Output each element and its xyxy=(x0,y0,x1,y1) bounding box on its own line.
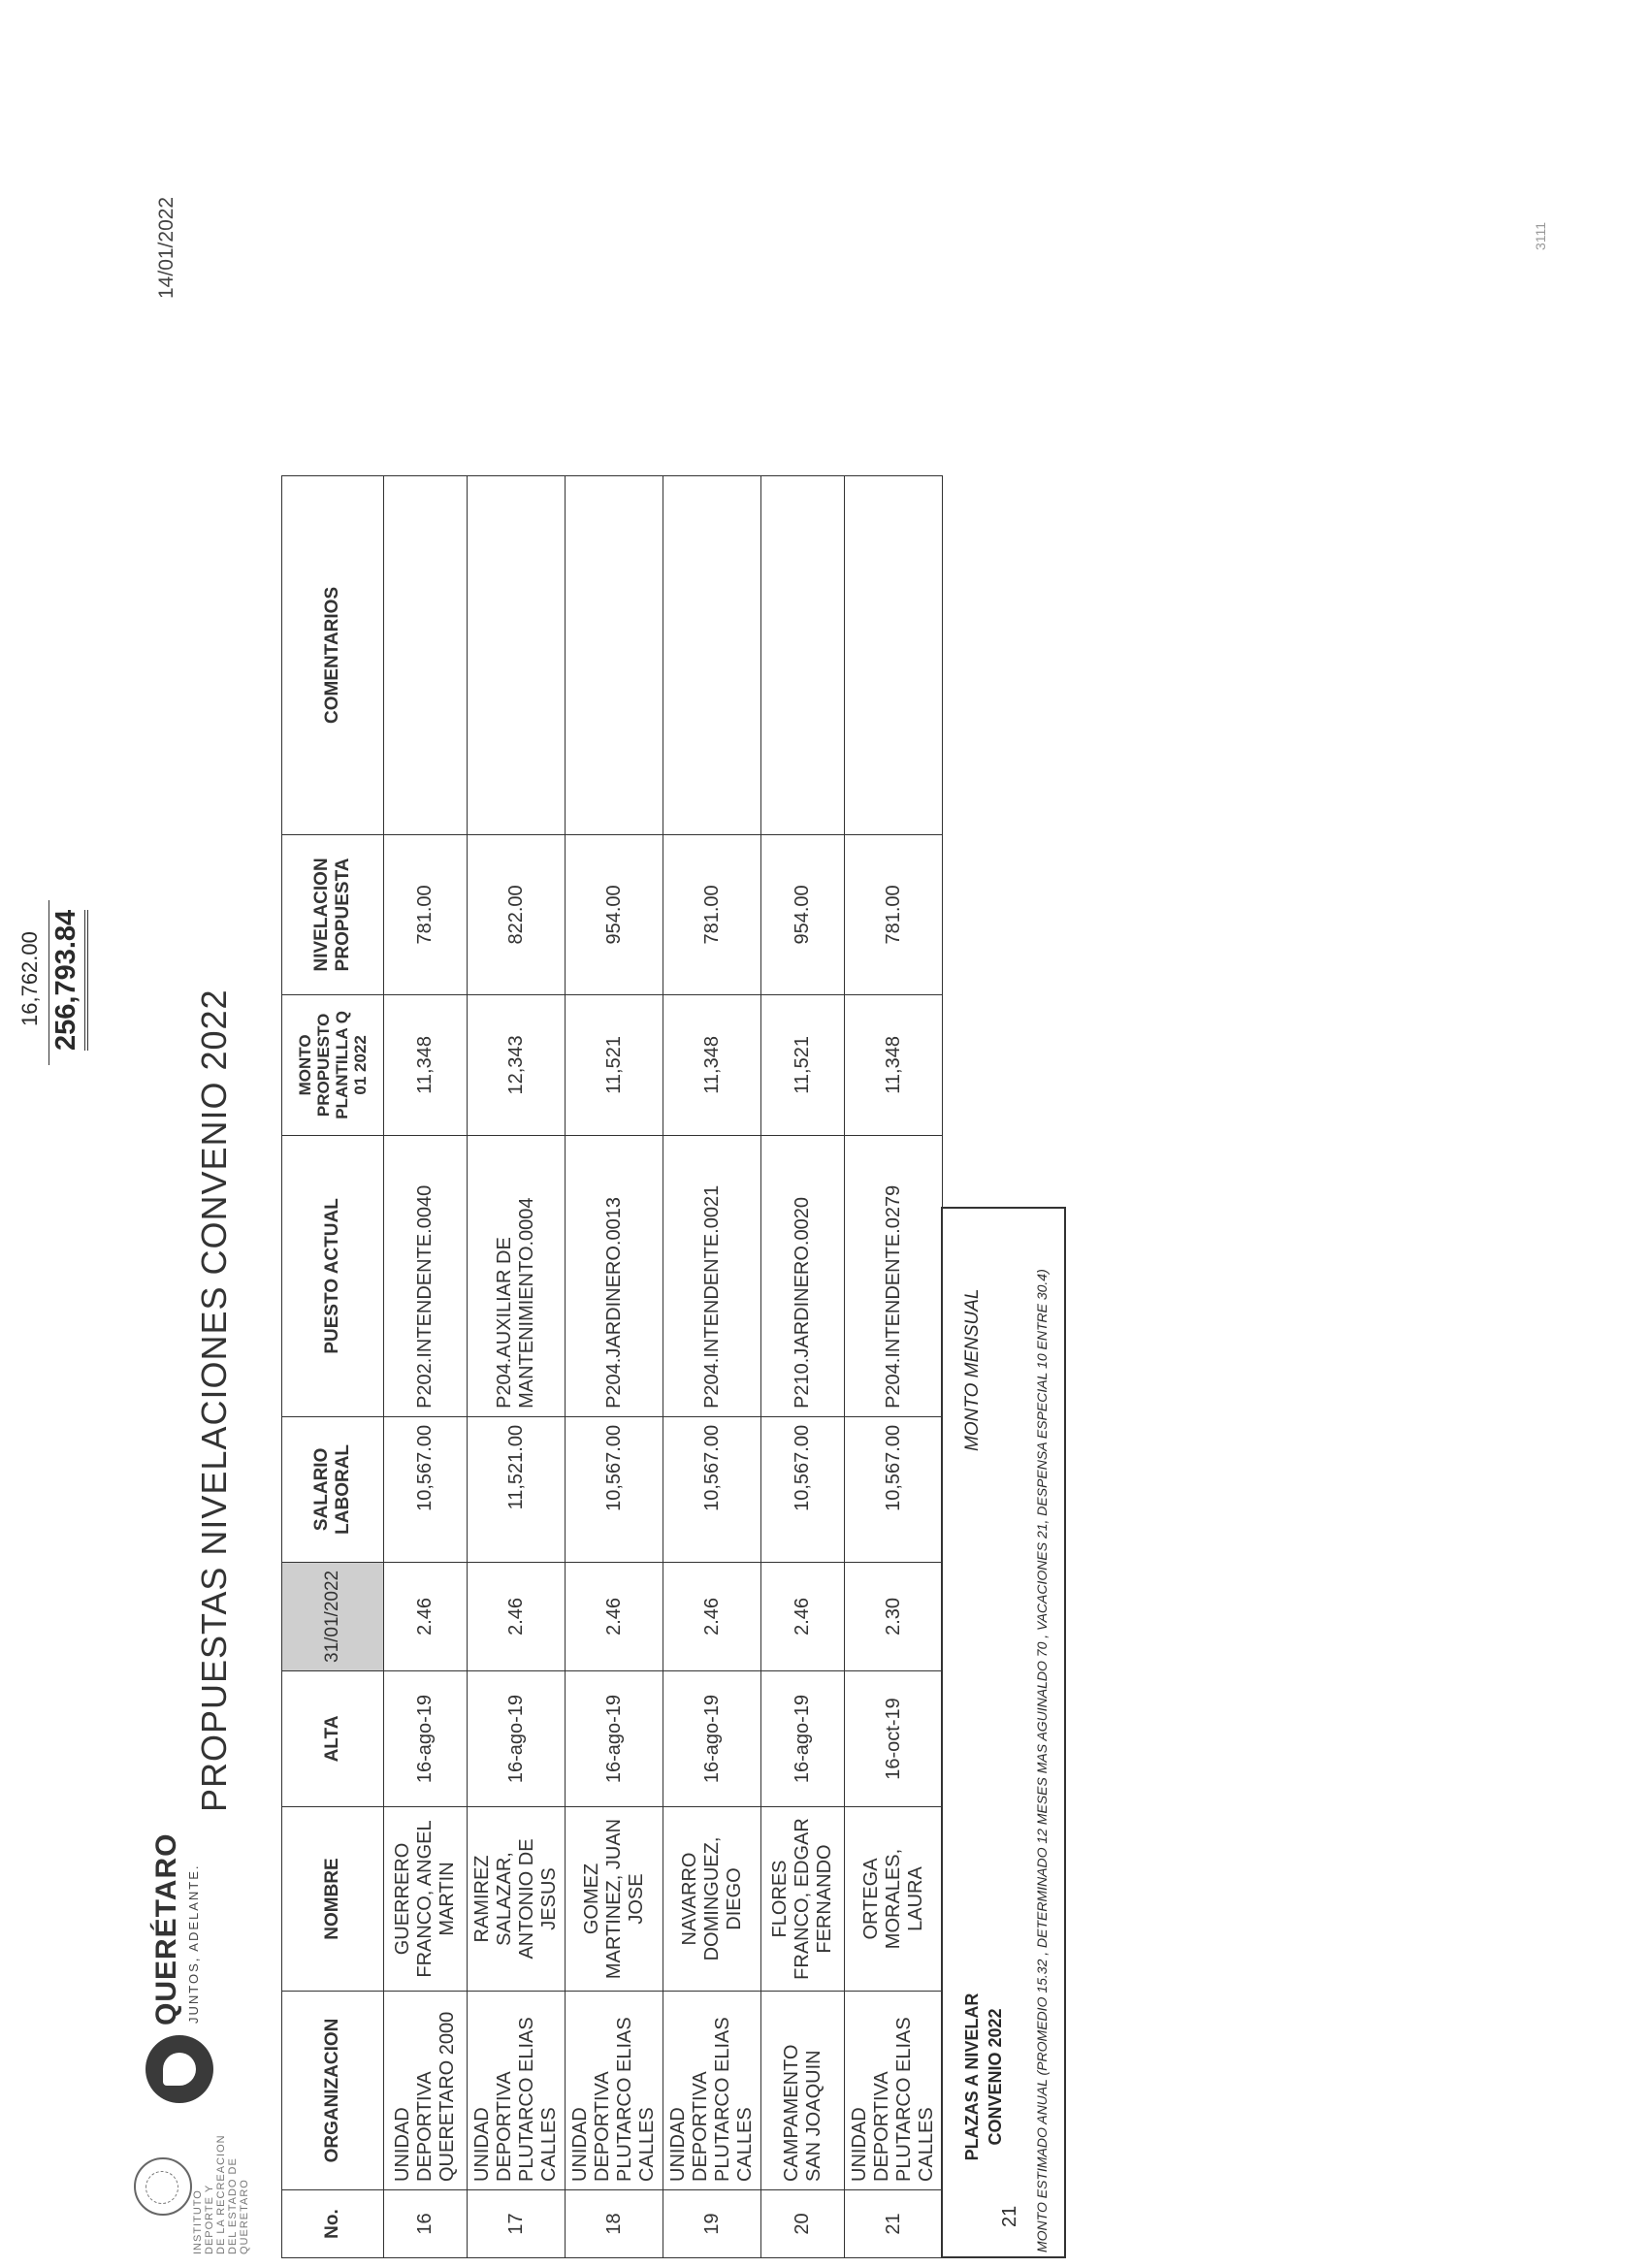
table-row xyxy=(384,475,468,2257)
cell-salario: 10,567.00 xyxy=(566,1416,663,1562)
summary-count: 21 xyxy=(999,2205,1020,2227)
cell-no: 21 xyxy=(845,2190,943,2258)
table-header-row xyxy=(282,475,384,2257)
cell-antiguedad: 2.46 xyxy=(663,1562,761,1670)
plazas-label: PLAZAS A NIVELAR CONVENIO 2022 xyxy=(962,1993,1005,2161)
queretaro-logo-icon xyxy=(146,2035,213,2103)
cell-puesto: P204.INTENDENTE.0279 xyxy=(845,1135,943,1416)
cell-nombre: GUERRERO FRANCO, ANGEL MARTIN xyxy=(384,1807,468,1992)
header-comentarios: COMENTARIOS xyxy=(282,475,384,834)
monthly-amount-value: 16,762.00 xyxy=(17,931,42,1026)
cell-no: 20 xyxy=(761,2190,845,2258)
summary-box xyxy=(941,1207,1066,2258)
cell-puesto: P202.INTENDENTE.0040 xyxy=(384,1135,468,1416)
header-puesto: PUESTO ACTUAL xyxy=(282,1135,384,1416)
cell-nombre: NAVARRO DOMINGUEZ, DIEGO xyxy=(663,1807,761,1992)
agency-line: DE LA RECREACION xyxy=(215,2134,227,2254)
cell-puesto: P210.JARDINERO.0020 xyxy=(761,1135,845,1416)
cell-nivelacion: 781.00 xyxy=(384,834,468,994)
cell-puesto: P204.INTENDENTE.0021 xyxy=(663,1135,761,1416)
cell-nombre: GOMEZ MARTINEZ, JUAN JOSE xyxy=(566,1807,663,1992)
cell-nombre: ORTEGA MORALES, LAURA xyxy=(845,1807,943,1992)
cell-organizacion: UNIDAD DEPORTIVA PLUTARCO ELIAS CALLES xyxy=(468,1992,566,2190)
cell-antiguedad: 2.46 xyxy=(566,1562,663,1670)
agency-lines xyxy=(192,2080,250,2254)
cell-alta: 16-ago-19 xyxy=(566,1671,663,1807)
cell-nivelacion: 822.00 xyxy=(468,834,566,994)
seal-icon xyxy=(134,2157,192,2216)
monthly-amount-label: MONTO MENSUAL xyxy=(962,1288,983,1451)
cell-organizacion: UNIDAD DEPORTIVA PLUTARCO ELIAS CALLES xyxy=(845,1992,943,2190)
brand-slogan: JUNTOS, ADELANTE. xyxy=(186,1863,201,2024)
cell-monto: 11,521 xyxy=(566,994,663,1135)
cell-monto: 11,348 xyxy=(845,994,943,1135)
cell-organizacion: CAMPAMENTO SAN JOAQUIN xyxy=(761,1992,845,2190)
cell-comentarios xyxy=(663,475,761,834)
cell-organizacion: UNIDAD DEPORTIVA PLUTARCO ELIAS CALLES xyxy=(663,1992,761,2190)
cell-monto: 12,343 xyxy=(468,994,566,1135)
document-date: 14/01/2022 xyxy=(155,196,178,299)
cell-salario: 10,567.00 xyxy=(663,1416,761,1562)
header-salario: SALARIO LABORAL xyxy=(282,1416,384,1562)
cell-salario: 11,521.00 xyxy=(468,1416,566,1562)
proposals-table xyxy=(281,475,943,2258)
cell-monto: 11,348 xyxy=(663,994,761,1135)
table-row xyxy=(663,475,761,2257)
cell-alta: 16-ago-19 xyxy=(663,1671,761,1807)
brand-name: QUERÉTARO xyxy=(150,1832,182,2025)
cell-no: 17 xyxy=(468,2190,566,2258)
cell-alta: 16-ago-19 xyxy=(384,1671,468,1807)
agency-line: QUERETARO xyxy=(239,2179,250,2254)
agency-line: INSTITUTO xyxy=(192,2189,204,2254)
header-organizacion: ORGANIZACION xyxy=(282,1992,384,2190)
edge-mark: 3111 xyxy=(1533,221,1548,250)
cell-salario: 10,567.00 xyxy=(384,1416,468,1562)
government-seal xyxy=(134,2128,250,2254)
cell-nombre: FLORES FRANCO, EDGAR FERNANDO xyxy=(761,1807,845,1992)
cell-nivelacion: 954.00 xyxy=(566,834,663,994)
table-row xyxy=(845,475,943,2257)
annual-total-value: 256,793.84 xyxy=(50,910,88,1051)
cell-comentarios xyxy=(845,475,943,834)
table-row xyxy=(761,475,845,2257)
cell-puesto: P204.JARDINERO.0013 xyxy=(566,1135,663,1416)
header-nivelacion: NIVELACION PROPUESTA xyxy=(282,834,384,994)
cell-puesto: P204.AUXILIAR DE MANTENIMIENTO.0004 xyxy=(468,1135,566,1416)
document-title: PROPUESTAS NIVELACIONES CONVENIO 2022 xyxy=(194,988,234,1812)
cell-alta: 16-oct-19 xyxy=(845,1671,943,1807)
cell-comentarios xyxy=(566,475,663,834)
cell-comentarios xyxy=(761,475,845,834)
cell-antiguedad: 2.46 xyxy=(761,1562,845,1670)
cell-nombre: RAMIREZ SALAZAR, ANTONIO DE JESUS xyxy=(468,1807,566,1992)
cell-monto: 11,348 xyxy=(384,994,468,1135)
cell-no: 16 xyxy=(384,2190,468,2258)
header-fecha: 31/01/2022 xyxy=(282,1562,384,1670)
cell-no: 18 xyxy=(566,2190,663,2258)
amount-divider xyxy=(48,900,49,1065)
cell-antiguedad: 2.46 xyxy=(468,1562,566,1670)
cell-nivelacion: 781.00 xyxy=(845,834,943,994)
header-nombre: NOMBRE xyxy=(282,1807,384,1992)
agency-line: DEPORTE Y xyxy=(204,2184,215,2254)
cell-no: 19 xyxy=(663,2190,761,2258)
cell-alta: 16-ago-19 xyxy=(761,1671,845,1807)
cell-nivelacion: 954.00 xyxy=(761,834,845,994)
cell-alta: 16-ago-19 xyxy=(468,1671,566,1807)
cell-salario: 10,567.00 xyxy=(761,1416,845,1562)
header-monto: MONTO PROPUESTO PLANTILLA Q 01 2022 xyxy=(282,994,384,1135)
cell-monto: 11,521 xyxy=(761,994,845,1135)
cell-comentarios xyxy=(384,475,468,834)
cell-organizacion: UNIDAD DEPORTIVA PLUTARCO ELIAS CALLES xyxy=(566,1992,663,2190)
table-row xyxy=(566,475,663,2257)
annual-estimate-note: MONTO ESTIMADO ANUAL (PROMEDIO 15.32 , DETERMINADO 12 MESES MAS AGUINALDO 70 , VACACIONES 21, DESPENSA ESPECIAL 10 ENTRE 30.4) xyxy=(1034,1269,1050,2252)
table-row xyxy=(468,475,566,2257)
cell-antiguedad: 2.30 xyxy=(845,1562,943,1670)
cell-organizacion: UNIDAD DEPORTIVA QUERETARO 2000 xyxy=(384,1992,468,2190)
cell-comentarios xyxy=(468,475,566,834)
cell-nivelacion: 781.00 xyxy=(663,834,761,994)
cell-salario: 10,567.00 xyxy=(845,1416,943,1562)
cell-antiguedad: 2.46 xyxy=(384,1562,468,1670)
header-alta: ALTA xyxy=(282,1671,384,1807)
header-no: No. xyxy=(282,2190,384,2258)
agency-line: DEL ESTADO DE xyxy=(227,2157,239,2254)
